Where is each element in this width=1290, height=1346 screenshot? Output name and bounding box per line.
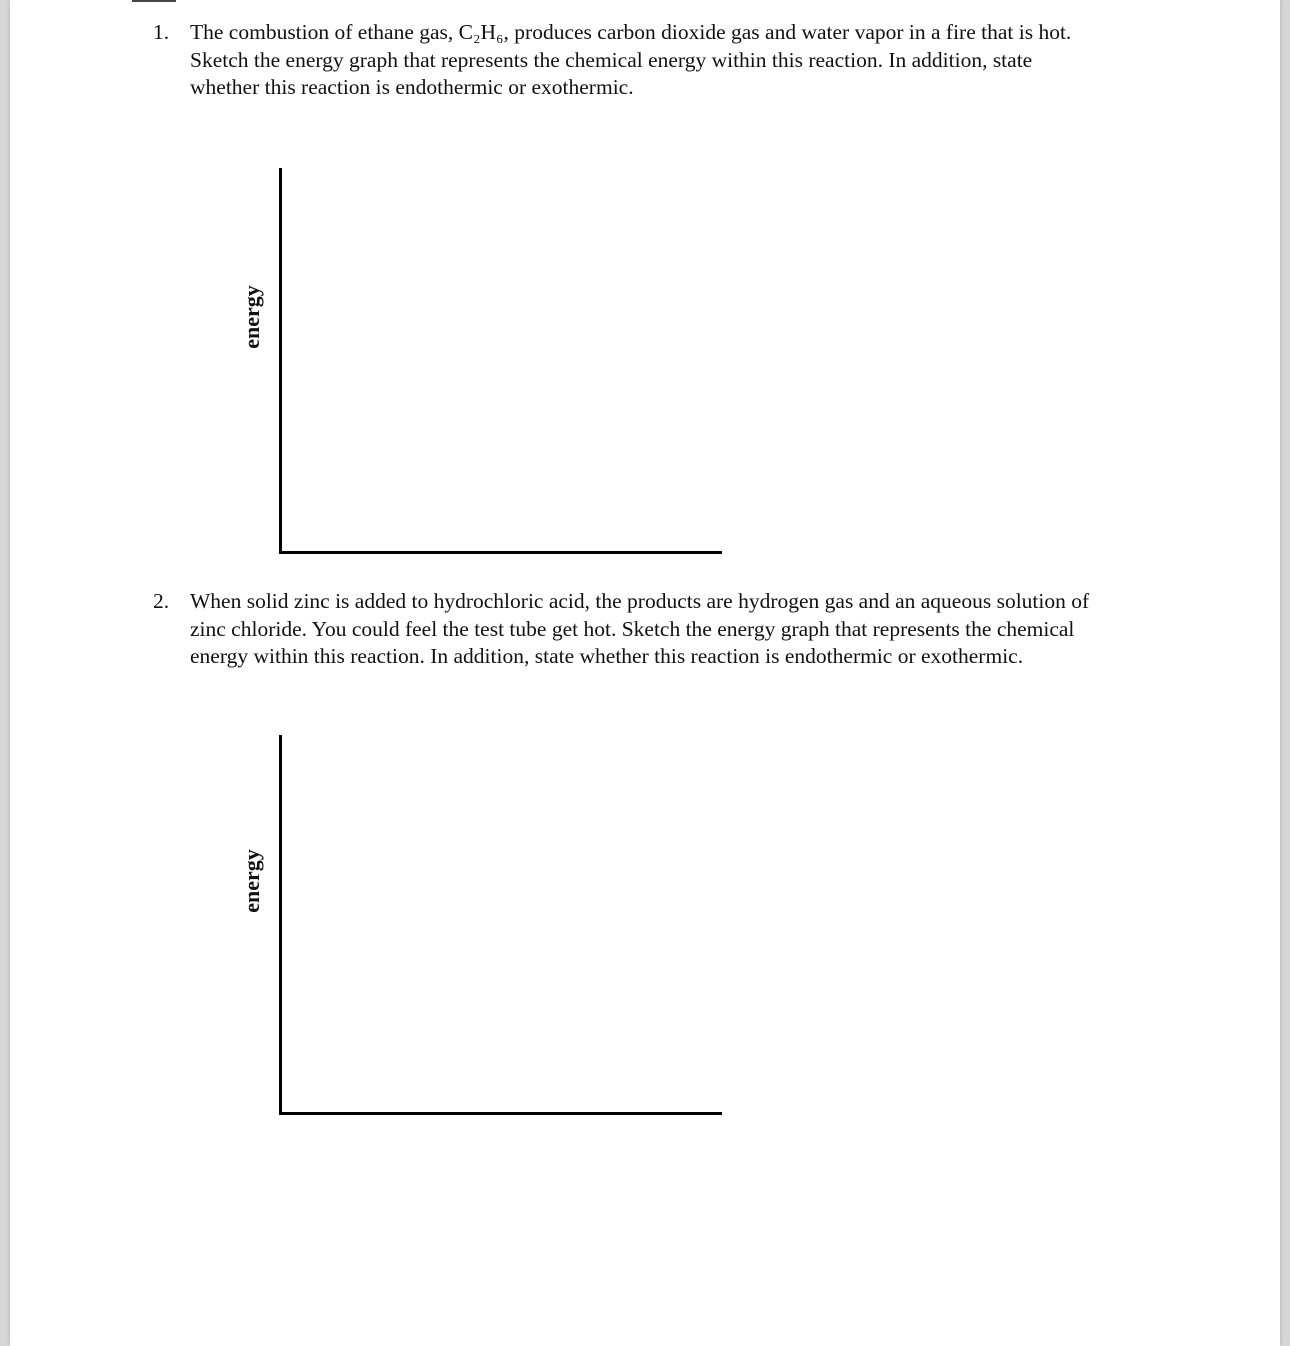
question-line: energy within this reaction. In addition, state whether this reaction is endothermic or exothermic. (190, 644, 1024, 668)
energy-graph-1 (225, 168, 725, 554)
question-line: Sketch the energy graph that represents the chemical energy within this reaction. In addition, state (190, 47, 1033, 72)
question-text (190, 19, 1071, 102)
question-line: The combustion of ethane gas, C₂H₆, produces carbon dioxide gas and water vapor in a fire that is hot. (190, 20, 1072, 44)
question-line: When solid zinc is added to hydrochloric acid, the products are hydrogen gas and an aqueous solution of (190, 589, 1090, 613)
y-axis (279, 168, 282, 554)
x-axis (279, 1112, 722, 1116)
y-axis (279, 735, 282, 1115)
question-number: 1. (153, 20, 170, 44)
question-line: zinc chloride. You could feel the test tube get hot. Sketch the energy graph that represents the chemical (190, 616, 1075, 641)
y-axis-label: energy (239, 285, 264, 349)
worksheet-page (10, 0, 1280, 1346)
question-number: 2. (153, 589, 170, 613)
energy-graph-2 (225, 735, 725, 1115)
page-edge-mark (132, 0, 176, 2)
x-axis (279, 551, 722, 555)
question-line: whether this reaction is endothermic or exothermic. (190, 75, 634, 99)
question-text (190, 588, 1089, 671)
y-axis-label: energy (239, 849, 264, 913)
